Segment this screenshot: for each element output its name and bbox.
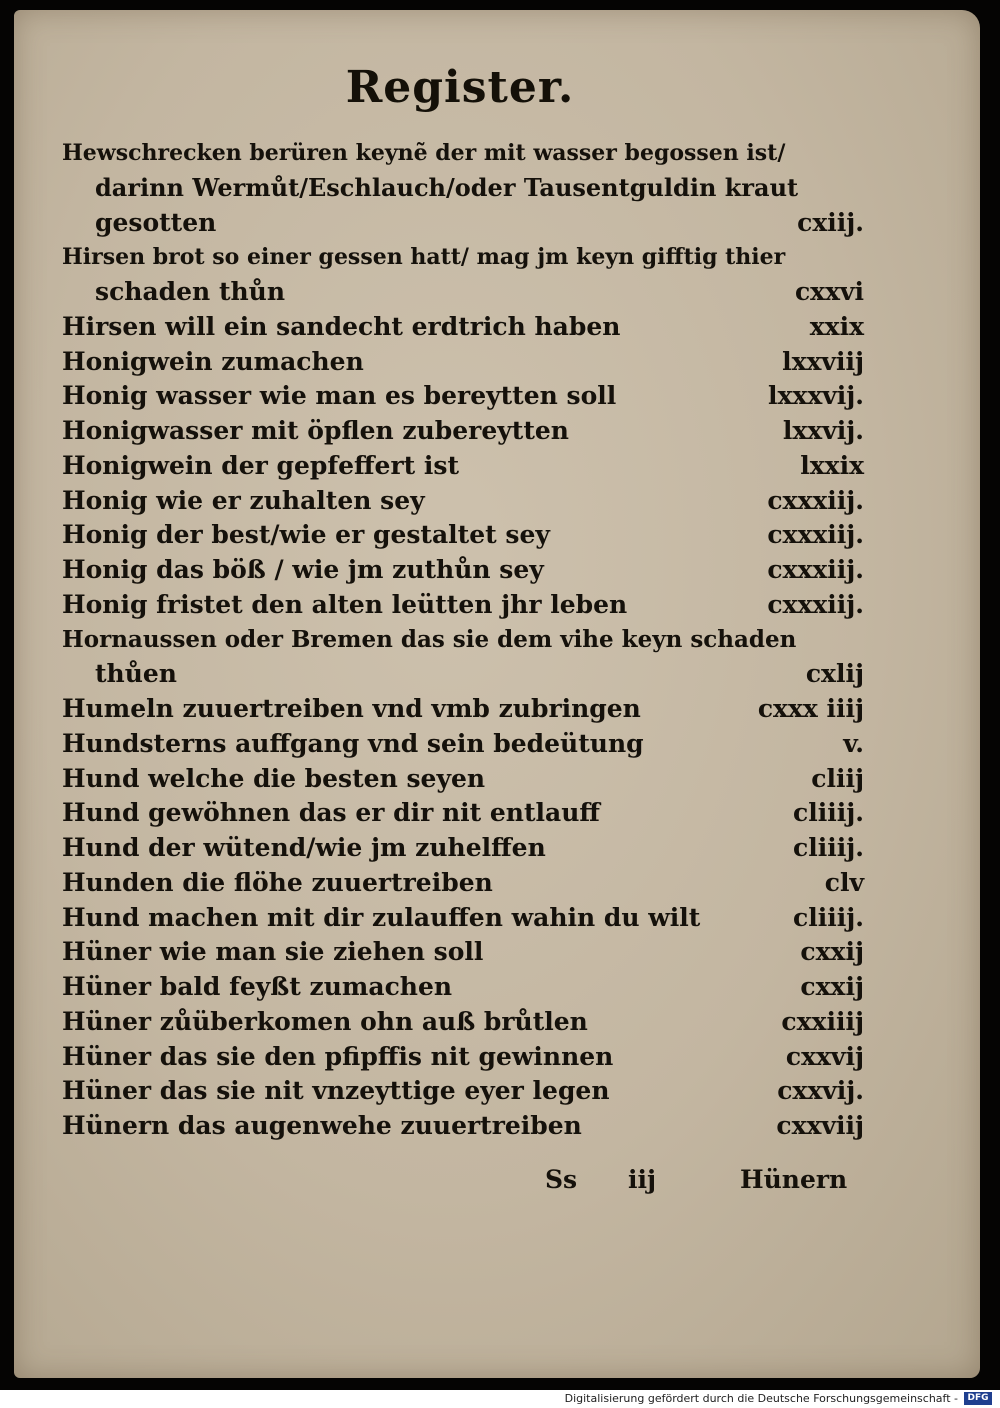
entry-page-ref: clv	[824, 868, 864, 897]
entry-text: Hüner das sie den pfipffis nit gewinnen	[62, 1042, 614, 1071]
entry-page-ref: v.	[843, 729, 864, 758]
signature-number: iij	[628, 1165, 657, 1194]
page-title: Register.	[345, 62, 575, 113]
entry-text: Hunden die flöhe zuuertreiben	[62, 868, 493, 897]
entry-text: schaden thůn	[95, 277, 286, 306]
entry-text: Honig wasser wie man es bereytten soll	[62, 381, 617, 410]
entry-text: Hornaussen oder Bremen das sie dem vihe keyn schaden	[62, 626, 797, 653]
entry-text: Hüner zůüberkomen ohn auß brůtlen	[62, 1007, 588, 1036]
entry-text: Hirsen brot so einer gessen hatt/ mag jm keyn gifftig thier	[62, 244, 786, 270]
entry-text: Hüner bald feyßt zumachen	[62, 972, 453, 1001]
entry-page-ref: cxiij.	[797, 208, 864, 237]
entry-text: Honigwein zumachen	[62, 347, 364, 376]
entry-page-ref: cxxiiij	[781, 1007, 864, 1036]
entry-text: Honig fristet den alten leütten jhr leben	[62, 590, 628, 619]
entry-text: gesotten	[95, 208, 217, 237]
entry-text: Honigwasser mit öpflen zubereytten	[62, 416, 569, 445]
entry-text: Hund gewöhnen das er dir nit entlauff	[62, 798, 600, 827]
entry-page-ref: cliij	[811, 764, 864, 793]
entry-page-ref: cxxij	[800, 972, 864, 1001]
dfg-logo: DFG	[964, 1392, 992, 1405]
entry-page-ref: lxxviij	[782, 347, 864, 376]
entry-text: Humeln zuuertreiben vnd vmb zubringen	[62, 694, 641, 723]
entry-page-ref: cxxxiij.	[767, 590, 864, 619]
entry-text: Hünern das augenwehe zuuertreiben	[62, 1111, 582, 1140]
entry-text: Hüner wie man sie ziehen soll	[62, 937, 484, 966]
entry-page-ref: cxxij	[800, 937, 864, 966]
entry-page-ref: lxxvij.	[782, 416, 864, 445]
catchword: Hünern	[740, 1165, 848, 1194]
entry-text: Hund welche die besten seyen	[62, 764, 486, 793]
entry-text: Hewschrecken berüren keynẽ der mit wasser begossen ist/	[62, 140, 786, 166]
entry-text: Honig das böß / wie jm zuthůn sey	[62, 555, 544, 584]
entry-text: Hundsterns auffgang vnd sein bedeütung	[62, 729, 644, 758]
entry-text: Honigwein der gepfeffert ist	[62, 451, 460, 480]
credit-text: Digitalisierung gefördert durch die Deutsche Forschungsgemeinschaft -	[564, 1392, 958, 1405]
entry-page-ref: cxxvij	[785, 1042, 864, 1071]
entry-text: Honig wie er zuhalten sey	[62, 486, 425, 515]
signature-mark: Ss	[545, 1165, 578, 1194]
entry-page-ref: cxxvij.	[777, 1076, 864, 1105]
entry-page-ref: cxlij	[805, 659, 864, 688]
entry-page-ref: lxxxvij.	[768, 381, 864, 410]
entry-page-ref: cxxx iiij	[757, 694, 864, 723]
entry-text: thůen	[95, 659, 177, 688]
entry-page-ref: cxxviij	[776, 1111, 864, 1140]
entry-page-ref: xxix	[809, 312, 864, 341]
entry-page-ref: cxxxiij.	[767, 555, 864, 584]
entry-text: darinn Wermůt/Eschlauch/oder Tausentguldin kraut	[95, 173, 799, 202]
entry-page-ref: cxxvi	[794, 277, 864, 306]
entry-page-ref: cliiij.	[793, 833, 864, 862]
entry-page-ref: cxxxiij.	[767, 520, 864, 549]
entry-text: Hüner das sie nit vnzeyttige eyer legen	[62, 1076, 610, 1105]
entry-text: Honig der best/wie er gestaltet sey	[62, 520, 550, 549]
entry-page-ref: lxxix	[800, 451, 864, 480]
entry-text: Hund der wütend/wie jm zuhelffen	[62, 833, 546, 862]
entry-page-ref: cliiij.	[793, 798, 864, 827]
entry-page-ref: cliiij.	[793, 903, 864, 932]
entry-page-ref: cxxxiij.	[767, 486, 864, 515]
entry-text: Hund machen mit dir zulauffen wahin du wilt	[62, 903, 701, 932]
entry-text: Hirsen will ein sandecht erdtrich haben	[62, 312, 621, 341]
